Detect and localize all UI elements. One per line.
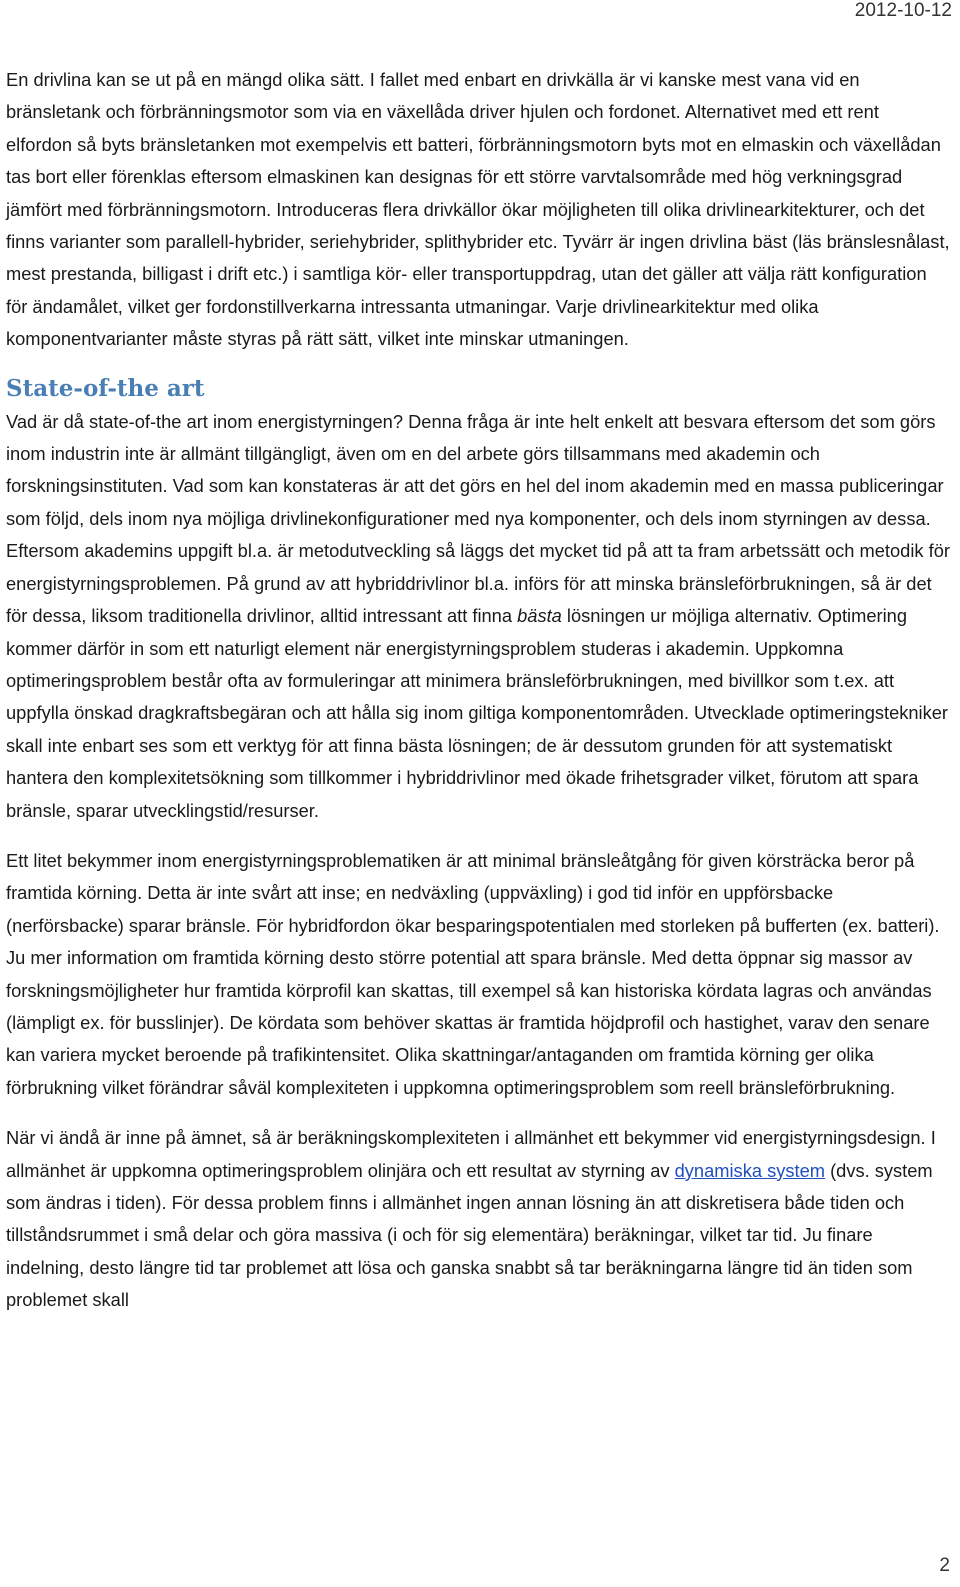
- page-number: 2: [939, 1555, 950, 1576]
- section-heading: State-of-the art: [6, 374, 205, 402]
- paragraph-text: Vad är då state-of-the art inom energistyrningen? Denna fråga är inte helt enkelt att besvara eftersom det som görs inom industrin inte är allmänt tillgängligt, även om en del arbete görs tillsammans med akademin och forskningsinstituten. Vad som kan konstateras är att det görs en hel del inom akademin med en massa publiceringar som följd, dels inom nya möjliga drivlinekonfigurationer med nya komponenter, och dels inom styrningen av dessa. Eftersom akademins uppgift bl.a. är metodutveckling så läggs det mycket tid på att ta fram arbetssätt och metodik för energistyrningsproblemen. På grund av att hybriddrivlinor bl.a. införs för att minska bränsleförbrukningen, så är det för dessa, liksom traditionella drivlinor, alltid intressant att finna: [6, 410, 950, 627]
- paragraph-state-of-the-art: [6, 406, 950, 827]
- dynamiska-system-link[interactable]: dynamiska system: [674, 1159, 825, 1181]
- paragraph-berakningskomplexitet: [6, 1122, 950, 1316]
- paragraph-text: När vi ändå är inne på ämnet, så är beräkningskomplexiteten i allmänhet ett bekymmer vid energistyrningsdesign. I allmänhet är uppkomna optimeringsproblem olinjära och ett resultat av styrning av: [6, 1127, 936, 1181]
- paragraph-text: lösningen ur möjliga alternativ. Optimering kommer därför in som ett naturligt element när energistyrningsproblem studeras i akademin. Uppkomna optimeringsproblem består ofta av formuleringar att minimera bränsleförbrukningen, med bivillkor som t.ex. att uppfylla önskad dragkraftsbegäran och att hålla sig inom giltiga komponentområden. Utvecklade optimeringstekniker skall inte enbart ses som ett verktyg för att finna bästa lösningen; de är dessutom grunden för att systematiskt hantera den komplexitetsökning som tillkommer i hybriddrivlinor med ökade frihetsgrader vilket, förutom att spara bränsle, sparar utvecklingstid/resurser.: [6, 605, 949, 821]
- paragraph-framtida-korning: Ett litet bekymmer inom energistyrningsproblematiken är att minimal bränsleåtgång för given körsträcka beror på framtida körning. Detta är inte svårt att inse; en nedväxling (uppväxling) i god tid inför en uppförsbacke (nerförsbacke) sparar bränsle. För hybridfordon ökar besparingspotentialen med storleken på bufferten (ex. batteri). Ju mer information om framtida körning desto större potential att spara bränsle. Med detta öppnar sig massor av forskningsmöjligheter hur framtida körprofil kan skattas, till exempel så kan historiska kördata lagras och användas (lämpligt ex. för busslinjer). De kördata som behöver skattas är framtida höjdprofil och hastighet, varav den senare kan variera mycket beroende på trafikintensitet. Olika skattningar/antaganden om framtida körning ger olika förbrukning vilket förändrar såväl komplexiteten i uppkomna optimeringsproblem som reell bränsleförbrukning.: [6, 849, 940, 1098]
- emphasis-text: bästa: [517, 605, 562, 627]
- paragraph-drivlina: En drivlina kan se ut på en mängd olika sätt. I fallet med enbart en drivkälla är vi kanske mest vana vid en bränsletank och förbränningsmotor som via en växellåda driver hjulen och fordonet. Alternativet med ett rent elfordon så byts bränsletanken mot exempelvis ett batteri, förbränningsmotorn byts mot en elmaskin och växellådan tas bort eller förenklas eftersom elmaskinen kan designas för ett större varvtalsområde med hög verkningsgrad jämfört med förbränningsmotorn. Introduceras flera drivkällor ökar möjligheten till olika drivlinearkitekturer, och det finns varianter som parallell-hybrider, seriehybrider, splithybrider etc. Tyvärr är ingen drivlina bäst (läs bränslesnålast, mest prestanda, billigast i drift etc.) i samtliga kör- eller transportuppdrag, utan det gäller att välja rätt konfiguration för ändamålet, vilket ger fordonstillverkarna intressanta utmaningar. Varje drivlinearkitektur med olika komponentvarianter måste styras på rätt sätt, vilket inte minskar utmaningen.: [6, 69, 950, 350]
- paragraph-text: (dvs. system som ändras i tiden). För dessa problem finns i allmänhet ingen annan lösning än att diskretisera både tiden och tillståndsrummet i små delar och göra massiva (i och för sig elementära) beräkningar, vilket tar tid. Ju finare indelning, desto längre tid tar problemet att lösa och ganska snabbt så tar beräkningarna längre tid än tiden som problemet skall: [6, 1159, 933, 1311]
- header-date: 2012-10-12: [854, 0, 952, 21]
- document-body: [6, 64, 950, 1317]
